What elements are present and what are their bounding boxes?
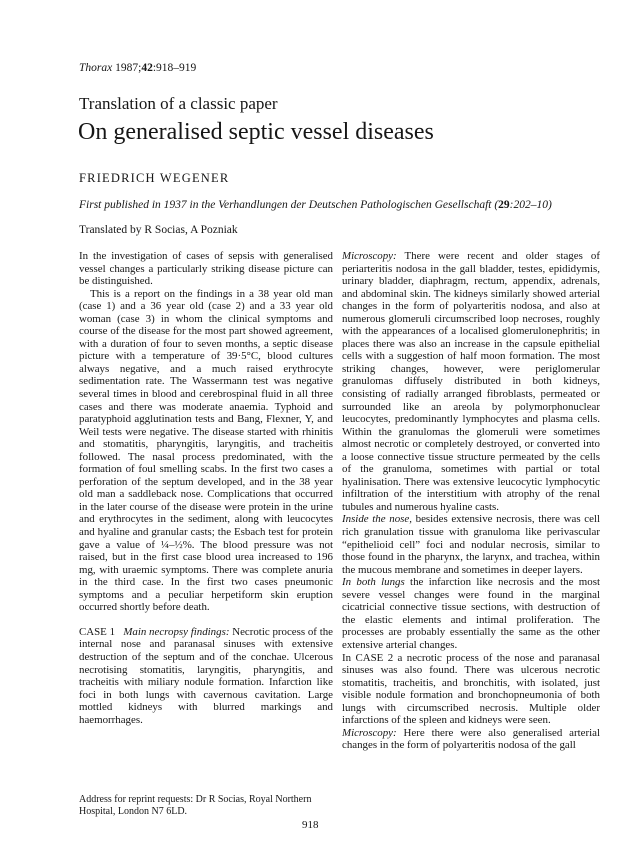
journal-pages: :918–919 bbox=[152, 62, 197, 74]
left-column bbox=[79, 250, 333, 726]
publication-volume: 29 bbox=[498, 199, 510, 211]
microscopy-text-2: Here there were also generalised arterial changes in the form of polyarteritis nodosa of the gall bbox=[342, 726, 600, 752]
case2-label: CASE 2 bbox=[355, 651, 394, 664]
paragraph-lungs bbox=[342, 576, 600, 651]
journal-name: Thorax bbox=[79, 62, 113, 74]
paragraph-microscopy-2 bbox=[342, 727, 600, 752]
microscopy-text-1: There were recent and older stages of periarteritis nodosa in the gall bladder, testes, epididymis, urinary bladder, diaphragm, rectum, appendix, adrenals, and abdominal skin. The kidneys similarly showed arterial changes in the form of polyarteritis nodosa, and also at numerous glomeruli circumscribed loop necroses, roughly with the appearances of a localised glomerulonephritis; in places there was also an increase in the capsule epithelial cells with a suggestion of half moon formation. The most striking changes, however, were periglomerular granulomas diffusely distributed in both kidneys, consisting of radially arranged fibroblasts, permeated or surrounded like an areola by polymorphonuclear leucocytes, predominantly lymphocytes and plasma cells. Within the granulomas the glomeruli were sometimes almost necrotic or completely destroyed, or converted into a loose connective tissue structure permeated by the cells of the granuloma, sometimes with partial or total hyalinisation. There was extensive leucocytic lymphocytic infiltration of the interstitium with atrophy of the renal tubules and numerous hyaline casts. bbox=[342, 250, 600, 513]
microscopy-heading-2: Microscopy: bbox=[342, 726, 397, 739]
case2-prefix: In bbox=[342, 651, 356, 664]
lungs-text: the infarction like necrosis and the most severe vessel changes were found in the marginal cicatricial connective tissue sections, with destruction of the elastic elements and intimal proliferation. The processes are probably essentially the same as the other extensive arterial changes. bbox=[342, 576, 600, 651]
nose-heading: Inside the nose, bbox=[342, 513, 412, 526]
paragraph-nose bbox=[342, 513, 600, 576]
journal-citation bbox=[79, 62, 196, 74]
lungs-heading: In both lungs bbox=[342, 576, 405, 589]
publication-note bbox=[79, 199, 552, 211]
nose-text: besides extensive necrosis, there was cell rich granulation tissue with granuloma like perivascular “epithelioid cell” foci and nodular necrosis, similar to those found in the pharynx, the larynx, and trachea, within the mucous membrane and sometimes in deeper layers. bbox=[342, 513, 600, 576]
paragraph-case2 bbox=[342, 652, 600, 727]
reprint-address: Address for reprint requests: Dr R Socias, Royal Northern Hospital, London N7 6LD. bbox=[79, 794, 312, 817]
microscopy-heading-1: Microscopy: bbox=[342, 250, 397, 262]
case1-text: Necrotic process of the internal nose and paranasal sinuses with extensive destruction of the septum and of the conchae. Ulcerous necrotising stomatitis, laryngitis, pharyngitis, and tracheitis with miliary nodule formation. Infarction like foci in both lungs with cavernous cavitation. Large mottled kidneys with blurred markings and haemorrhages. bbox=[79, 625, 333, 726]
case1-label: CASE 1 bbox=[79, 625, 116, 638]
paragraph-intro: In the investigation of cases of sepsis with generalised vessel changes a particularly striking disease picture can be distinguished. bbox=[79, 250, 333, 288]
journal-volume: 42 bbox=[141, 62, 153, 74]
publication-pages: :202–10) bbox=[509, 199, 552, 211]
journal-year: 1987; bbox=[112, 62, 142, 74]
paragraph-case1 bbox=[79, 626, 333, 726]
case2-text: a necrotic process of the nose and paranasal sinuses was also found. There was ulcerous necrotic stomatitis, tracheitis, and bronchitis, with isolated, just visible nodule formation and bronchopneumonia of both lungs with circumscribed necrosis. Multiple older infarctions of the spleen and kidneys were seen. bbox=[342, 651, 600, 727]
paragraph-gap bbox=[79, 614, 333, 626]
author-name: FRIEDRICH WEGENER bbox=[79, 171, 230, 185]
case1-heading: Main necropsy findings: bbox=[123, 625, 230, 638]
paragraph-microscopy-1 bbox=[342, 250, 600, 513]
paragraph-cases: This is a report on the findings in a 38 year old man (case 1) and a 36 year old (case 2) and a 33 year old woman (case 3) in whom the clinical symptoms and course of the disease for the most part showed agreement, with a duration of four to seven months, a septic disease picture with a temperature of 39·5°C, blood cultures always negative, and a much raised erythrocyte sedimentation rate. The Wassermann test was negative several times in blood and cerebrospinal fluid in all three cases and there was moderate anaemia. Typhoid and paratyphoid agglutination tests and Bang, Flexner, Y, and Weil tests were negative. The disease started with rhinitis and stomatitis, pharyngitis, laryngitis, and tracheitis followed. The nasal process predominated, with the formation of foul smelling scabs. In the first two cases a perforation of the septum developed, and in the 38 year old man a saddleback nose. Complications that occurred in the later course of the disease were protein in the urine and erythrocytes in the sediment, along with leucocytes and hyaline and granular casts; the Esbach test for protein gave a value of ¼–½%. The blood pressure was not raised, but in the first case blood urea increased to 196 mg, with uraemic symptoms. There was complete anuria in the third case. In the first two cases pneumonic symptoms and a peculiar herpetiform skin eruption occurred shortly before death. bbox=[79, 287, 333, 614]
article-kicker: Translation of a classic paper bbox=[79, 94, 278, 113]
translator-credit: Translated by R Socias, A Pozniak bbox=[79, 224, 238, 236]
right-column bbox=[342, 250, 600, 752]
page-number: 918 bbox=[302, 819, 319, 831]
article-title: On generalised septic vessel diseases bbox=[78, 119, 434, 145]
publication-note-text: First published in 1937 in the Verhandlungen der Deutschen Pathologischen Gesellschaft ( bbox=[79, 199, 499, 211]
